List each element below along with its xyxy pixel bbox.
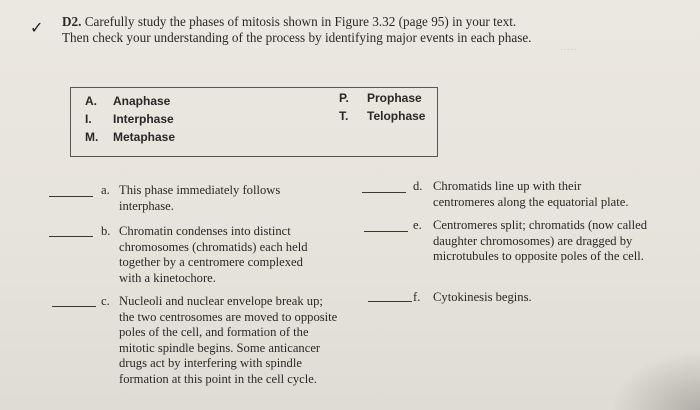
question-a xyxy=(101,183,301,214)
bleed-through-mark: ····· xyxy=(560,44,577,55)
key-label: Telophase xyxy=(367,109,426,123)
question-letter: e. xyxy=(413,218,422,232)
answer-blank-e[interactable] xyxy=(364,231,408,232)
question-c xyxy=(101,294,341,387)
question-letter: f. xyxy=(413,290,421,304)
question-text: Cytokinesis begins. xyxy=(433,290,532,304)
question-e xyxy=(413,218,668,265)
answer-blank-f[interactable] xyxy=(368,301,412,302)
key-label: Anaphase xyxy=(113,94,171,108)
question-letter: d. xyxy=(413,179,423,193)
key-label: Interphase xyxy=(113,112,174,126)
answer-key-box xyxy=(70,87,438,157)
question-text: Chromatin condenses into distinct chromosomes (chromatids) each held together by a centromere complexed with a kinetochore. xyxy=(119,224,308,285)
question-b xyxy=(101,224,326,286)
question-text: This phase immediately follows interphase. xyxy=(119,183,281,213)
key-label: Metaphase xyxy=(113,130,176,144)
answer-blank-d[interactable] xyxy=(362,192,406,193)
key-letter: A. xyxy=(85,94,97,108)
key-letter: P. xyxy=(339,91,349,105)
question-letter: c. xyxy=(101,294,110,308)
answer-blank-b[interactable] xyxy=(49,236,93,237)
question-text: Nucleoli and nuclear envelope break up; the two centrosomes are moved to opposite poles of the cell, and formation of the mitotic spindle begins. Some anticancer drugs act by interfering with spindle formation at this point in the cell cycle. xyxy=(119,294,338,386)
question-d xyxy=(413,179,633,210)
key-item-telophase xyxy=(339,109,425,123)
question-letter: a. xyxy=(101,183,110,197)
key-label: Prophase xyxy=(367,91,422,105)
key-letter: M. xyxy=(85,130,99,144)
answer-blank-a[interactable] xyxy=(49,196,93,197)
page-shadow xyxy=(610,350,700,410)
question-letter: b. xyxy=(101,224,111,238)
question-text: Chromatids line up with their centromeres along the equatorial plate. xyxy=(433,179,629,209)
question-f xyxy=(413,290,633,306)
check-mark-icon: ✓ xyxy=(30,18,44,37)
key-item-anaphase xyxy=(85,94,170,108)
key-letter: I. xyxy=(85,112,92,126)
answer-blank-c[interactable] xyxy=(52,306,96,307)
key-item-interphase xyxy=(85,112,174,126)
exercise-instructions xyxy=(62,14,532,45)
key-item-metaphase xyxy=(85,130,175,144)
question-text: Centromeres split; chromatids (now called daughter chromosomes) are dragged by microtubules to opposite poles of the cell. xyxy=(433,218,648,263)
key-item-prophase xyxy=(339,91,422,105)
key-letter: T. xyxy=(339,109,349,123)
exercise-text: Carefully study the phases of mitosis shown in Figure 3.32 (page 95) in your text. Then check your understanding of the process by identifying major events in each phase. xyxy=(62,14,532,45)
exercise-number: D2. xyxy=(62,14,82,29)
